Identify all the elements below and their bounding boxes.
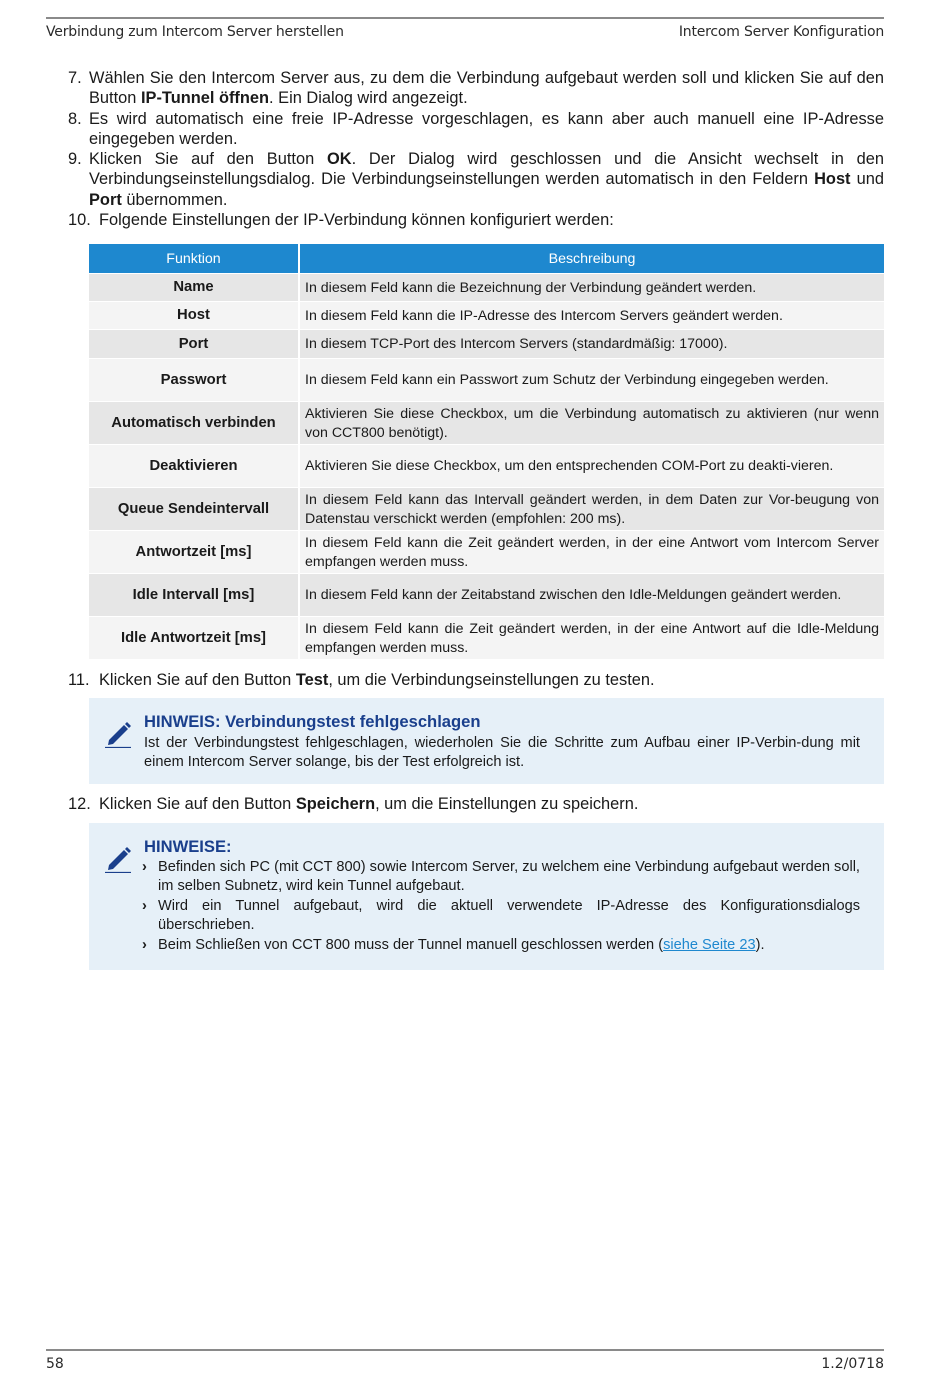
cell-funktion: Host <box>89 301 300 329</box>
cell-funktion: Queue Sendeintervall <box>89 487 300 530</box>
step-number: 12. <box>68 795 91 813</box>
cell-beschreibung: In diesem Feld kann der Zeitabstand zwischen den Idle-Meldungen geändert werden. <box>300 573 884 616</box>
step-11 <box>46 670 884 690</box>
chevron-right-icon: › <box>142 937 147 953</box>
page-content <box>46 68 884 230</box>
pencil-icon <box>103 843 133 873</box>
button-name-ip-tunnel: IP-Tunnel öffnen <box>140 89 270 108</box>
step-text: , um die Verbindungseinstellungen zu testen. <box>328 671 655 689</box>
cell-funktion: Automatisch verbinden <box>89 401 300 444</box>
table-row <box>89 616 884 659</box>
step-number: 11. <box>68 671 90 689</box>
table-row <box>89 401 884 444</box>
cell-beschreibung: In diesem TCP-Port des Intercom Servers (standardmäßig: 17000). <box>300 329 884 358</box>
note-title: HINWEISE: <box>144 837 232 856</box>
hint-text: Beim Schließen von CCT 800 muss der Tunnel manuell geschlossen werden ( <box>158 937 664 953</box>
table-row <box>89 530 884 573</box>
step-12 <box>46 794 884 814</box>
column-header-funktion: Funktion <box>89 244 300 273</box>
cell-funktion: Passwort <box>89 358 300 401</box>
cell-beschreibung: In diesem Feld kann die Zeit geändert werden, in der eine Antwort auf die Idle-Meldung empfangen werden muss. <box>300 616 884 659</box>
step-text: Klicken Sie auf den Button <box>99 795 296 813</box>
table-row <box>89 329 884 358</box>
cell-beschreibung: In diesem Feld kann ein Passwort zum Schutz der Verbindung eingegeben werden. <box>300 358 884 401</box>
step-text: , um die Einstellungen zu speichern. <box>375 795 639 813</box>
cell-funktion: Deaktivieren <box>89 444 300 487</box>
cell-funktion: Name <box>89 273 300 301</box>
step-10 <box>46 210 884 230</box>
step-8 <box>46 109 884 150</box>
list-item <box>144 897 860 935</box>
step-text: Klicken Sie auf den Button <box>89 150 327 169</box>
pencil-icon <box>103 718 133 748</box>
cell-funktion: Port <box>89 329 300 358</box>
settings-table <box>89 244 884 659</box>
header-rule <box>46 17 884 19</box>
document-version: 1.2/0718 <box>821 1356 884 1372</box>
table-row <box>89 487 884 530</box>
field-name-port: Port <box>89 190 122 209</box>
cell-funktion: Idle Antwortzeit [ms] <box>89 616 300 659</box>
cell-beschreibung: Aktivieren Sie diese Checkbox, um den entsprechenden COM-Port zu deakti-vieren. <box>300 444 884 487</box>
cell-beschreibung: In diesem Feld kann das Intervall geändert werden, in dem Daten zur Vor-beugung von Datenstau verschickt werden (empfohlen: 200 ms). <box>300 487 884 530</box>
list-item <box>144 858 860 896</box>
step-text: Es wird automatisch eine freie IP-Adresse vorgeschlagen, es kann aber auch manuell eine IP-Adresse eingegeben werden. <box>89 109 884 148</box>
header-section-title: Intercom Server Konfiguration <box>678 24 884 40</box>
page-reference-link[interactable]: siehe Seite 23 <box>663 937 756 953</box>
cell-beschreibung: In diesem Feld kann die IP-Adresse des Intercom Servers geändert werden. <box>300 301 884 329</box>
header-chapter-title: Verbindung zum Intercom Server herstellen <box>46 24 344 40</box>
button-name-ok: OK <box>326 150 352 169</box>
table-header-row <box>89 244 884 273</box>
table-row <box>89 573 884 616</box>
note-body <box>144 858 860 956</box>
hint-text: Befinden sich PC (mit CCT 800) sowie Intercom Server, zu welchem eine Verbindung aufgebaut werden soll, im selben Subnetz, wird kein Tunnel aufgebaut. <box>158 859 860 894</box>
note-body: Ist der Verbindungstest fehlgeschlagen, wiederholen Sie die Schritte zum Aufbau einer IP-Verbin-dung mit einem Intercom Server solange, bis der Test erfolgreich ist. <box>144 735 860 770</box>
button-name-speichern: Speichern <box>295 795 376 813</box>
column-header-beschreibung: Beschreibung <box>300 244 884 273</box>
step-text: Wählen Sie den Intercom Server aus, zu dem die Verbindung aufgebaut werden soll und klicken Sie auf den Button <box>89 69 884 108</box>
note-hints <box>89 823 884 970</box>
table-row <box>89 301 884 329</box>
table-row <box>89 273 884 301</box>
table-row <box>89 358 884 401</box>
table-row <box>89 444 884 487</box>
hint-text: ). <box>755 937 765 953</box>
step-number: 10. <box>68 211 91 230</box>
field-name-host: Host <box>814 170 851 189</box>
step-text: übernommen. <box>121 190 228 209</box>
cell-funktion: Idle Intervall [ms] <box>89 573 300 616</box>
note-connection-test-failed <box>89 698 884 784</box>
step-text: . Der Dialog wird geschlossen und die Ansicht wechselt in den Verbindungseinstellungsdialog. Die Verbindungseinstellungen werden automatisch in den Feldern <box>89 150 884 189</box>
page-number: 58 <box>46 1356 64 1372</box>
step-text: und <box>850 170 884 189</box>
step-number: 7. <box>68 69 82 87</box>
cell-funktion: Antwortzeit [ms] <box>89 530 300 573</box>
step-9 <box>46 149 884 210</box>
cell-beschreibung: In diesem Feld kann die Zeit geändert werden, in der eine Antwort vom Intercom Server empfangen werden muss. <box>300 530 884 573</box>
footer-rule <box>46 1349 884 1351</box>
button-name-test: Test <box>295 671 329 689</box>
chevron-right-icon: › <box>142 898 147 914</box>
step-number: 8. <box>68 109 82 128</box>
note-title: HINWEIS: Verbindungstest fehlgeschlagen <box>144 712 481 731</box>
chevron-right-icon: › <box>142 859 147 875</box>
step-text: . Ein Dialog wird angezeigt. <box>269 89 468 108</box>
step-text: Klicken Sie auf den Button <box>99 671 296 689</box>
hint-text: Wird ein Tunnel aufgebaut, wird die aktuell verwendete IP-Adresse des Konfigurationsdialogs überschrieben. <box>158 898 860 933</box>
step-text: Folgende Einstellungen der IP-Verbindung können konfiguriert werden: <box>99 211 614 230</box>
cell-beschreibung: Aktivieren Sie diese Checkbox, um die Verbindung automatisch zu aktivieren (nur wenn von CCT800 benötigt). <box>300 401 884 444</box>
list-item <box>144 936 860 955</box>
hint-list <box>144 858 860 955</box>
step-number: 9. <box>68 150 82 169</box>
cell-beschreibung: In diesem Feld kann die Bezeichnung der Verbindung geändert werden. <box>300 273 884 301</box>
step-7 <box>46 68 884 109</box>
